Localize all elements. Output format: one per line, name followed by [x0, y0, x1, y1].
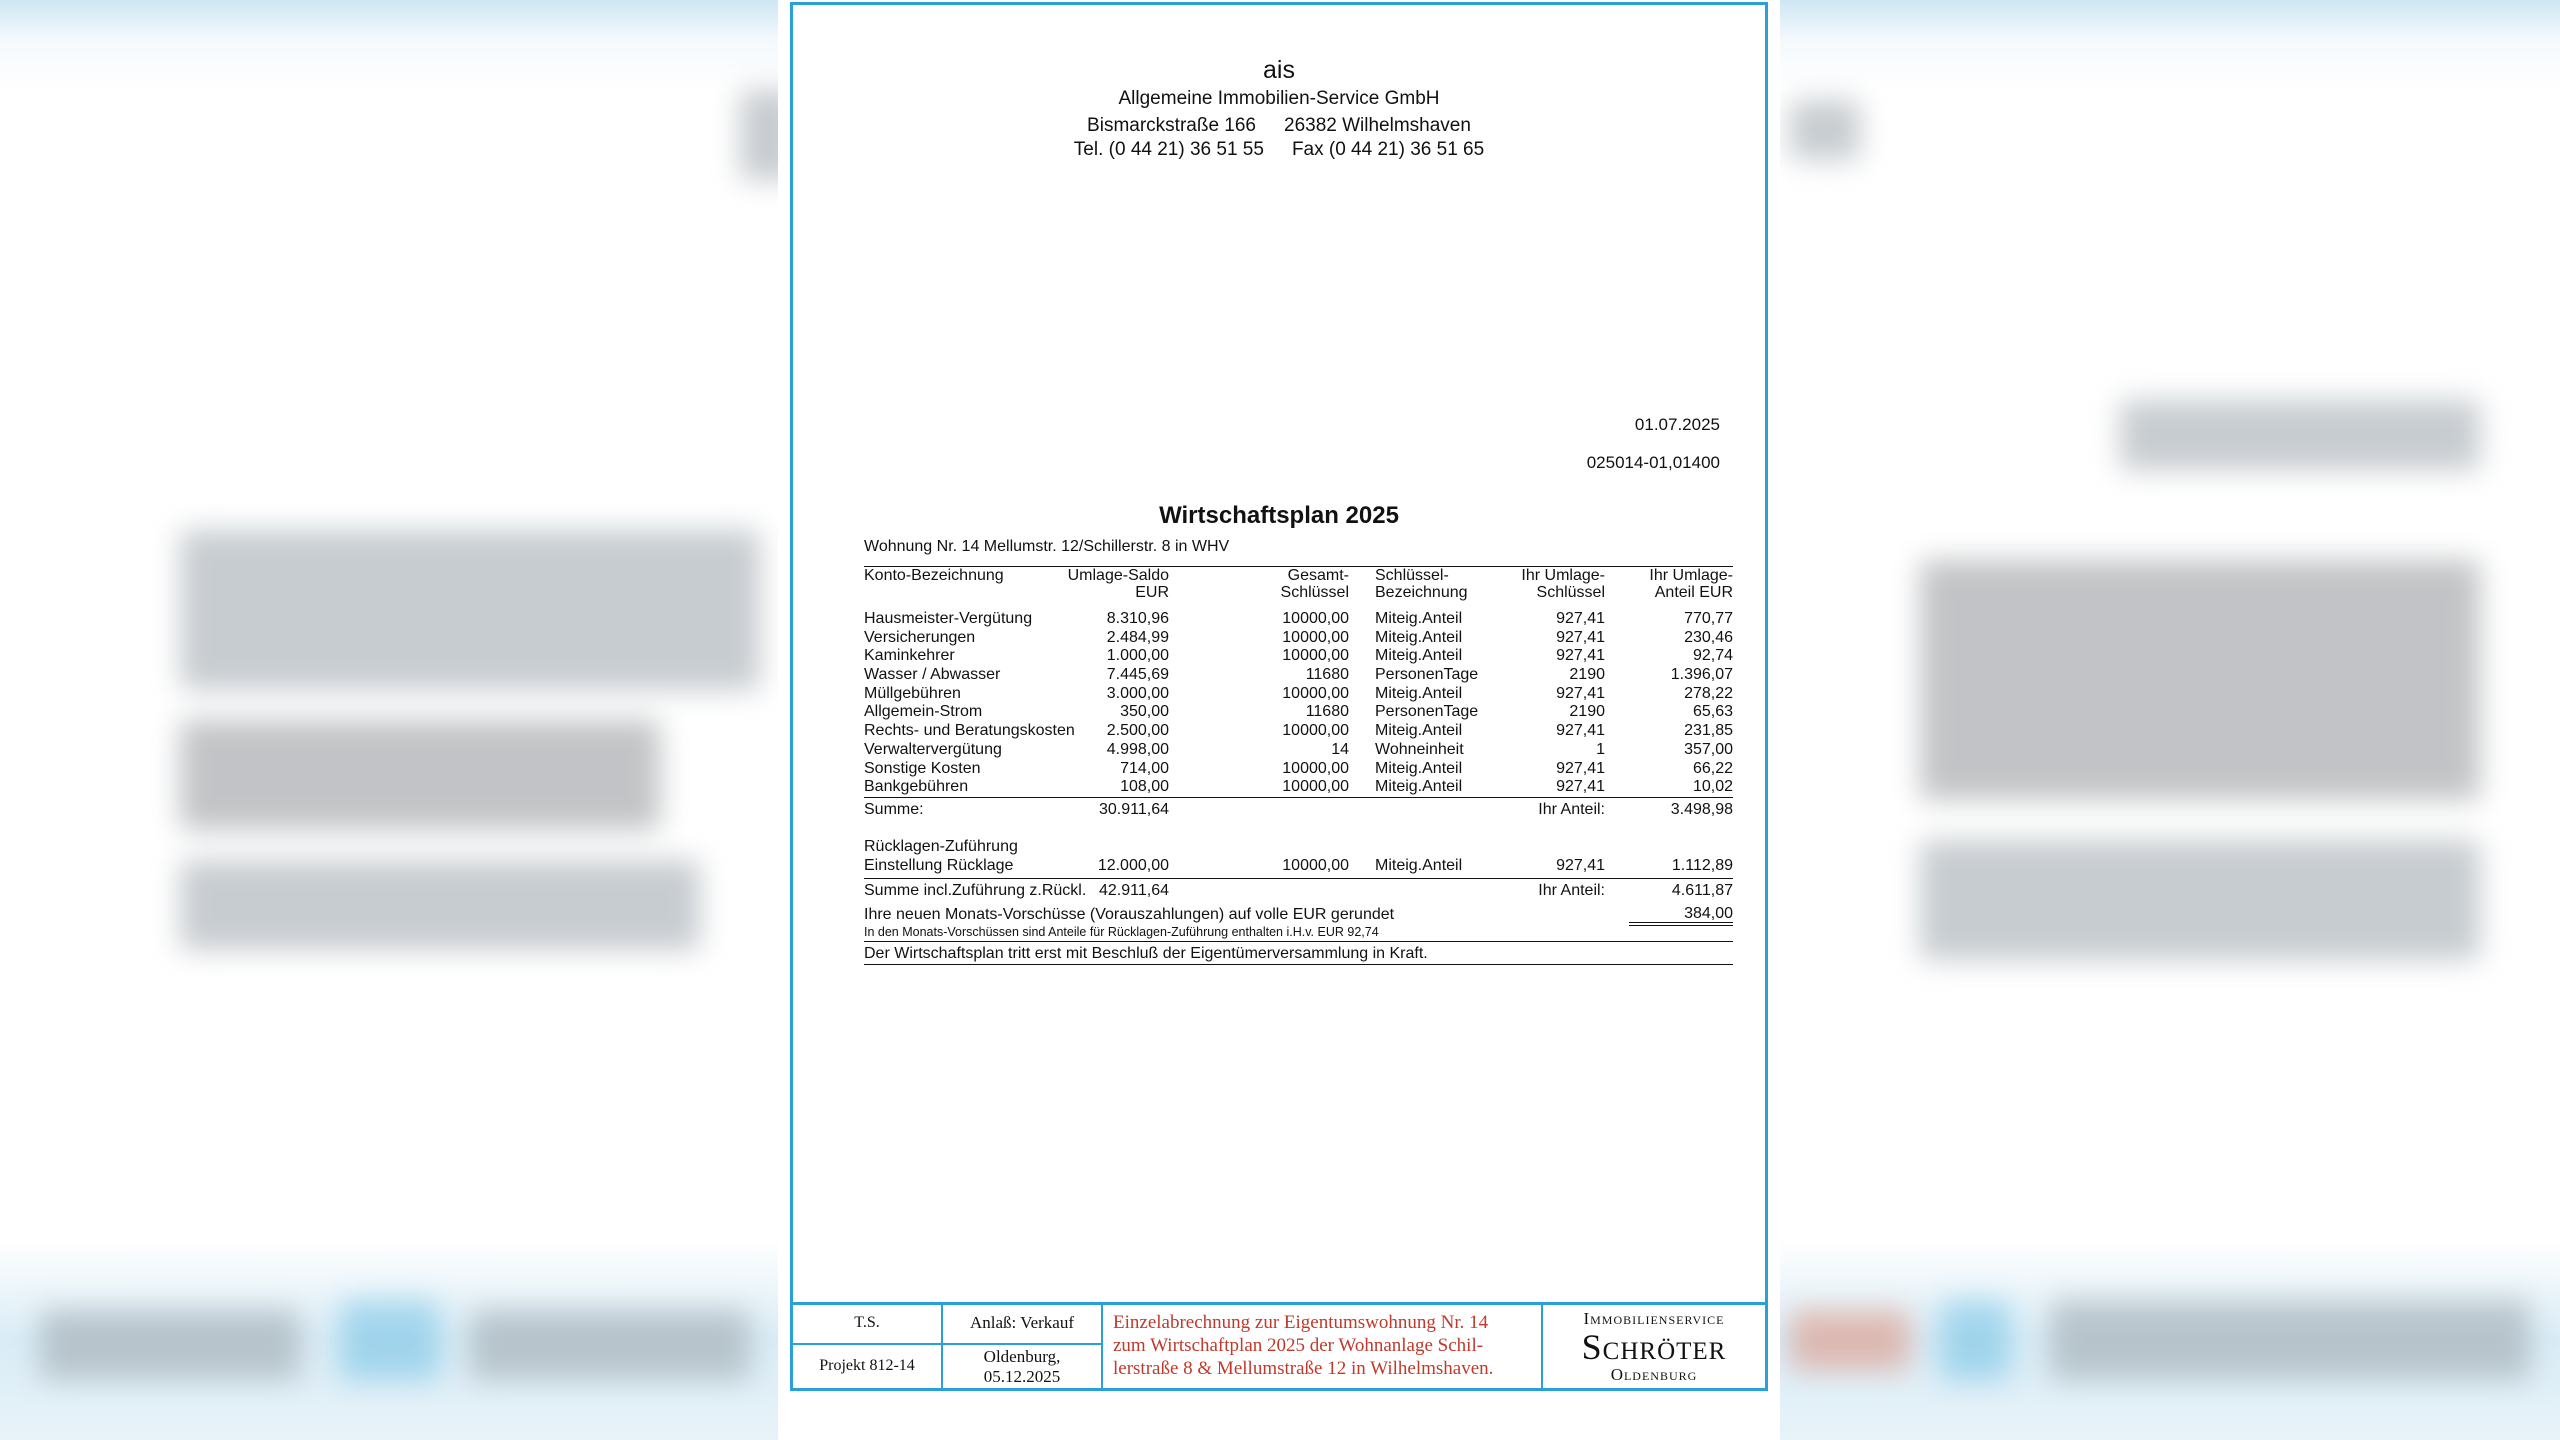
cell-konto: Versicherungen — [864, 628, 976, 646]
cell-konto: Verwaltervergütung — [864, 740, 1002, 758]
title-block-logo: Immobilienservice Schröter Oldenburg — [1581, 1309, 1727, 1384]
blur-shape — [180, 860, 700, 950]
cell-saldo: 8.310,96 — [1106, 610, 1169, 627]
header-konto: Konto-Bezeichnung — [864, 567, 1004, 584]
ruecklage-row: Einstellung Rücklage 12.000,00 10000,00 Miteig.Anteil 927,41 1.112,89 — [864, 856, 1733, 874]
cell-gesamt: 10000,00 — [1282, 759, 1349, 777]
letterhead — [793, 55, 1765, 161]
cell-saldo: 714,00 — [1120, 759, 1169, 777]
cell-gesamt: 10000,00 — [1282, 684, 1349, 702]
table-row — [864, 685, 1733, 704]
cell-konto: Hausmeister-Vergütung — [864, 610, 1033, 627]
cell-ihr_schl: 927,41 — [1556, 628, 1605, 646]
cell-saldo: 108,00 — [1120, 778, 1169, 796]
blur-shape — [1790, 1310, 1910, 1370]
title-block-anlass: Anlaß: Verkauf — [943, 1305, 1103, 1345]
table-row — [864, 741, 1733, 760]
blur-shape — [40, 1310, 300, 1380]
cell-anteil: 278,22 — [1684, 684, 1733, 702]
table-header — [864, 566, 1733, 610]
summe-saldo: 30.911,64 — [1099, 800, 1169, 818]
wirtschaftsplan-table — [864, 566, 1733, 965]
cell-saldo: 1.000,00 — [1106, 647, 1169, 665]
table-row — [864, 629, 1733, 648]
summe-incl-row: Summe incl.Zuführung z.Rückl. 42.911,64 Ihr Anteil: 4.611,87 — [864, 882, 1733, 900]
table-row — [864, 722, 1733, 741]
cell-gesamt: 10000,00 — [1282, 722, 1349, 740]
document-page — [778, 0, 1780, 1440]
document-title: Wirtschaftsplan 2025 — [1159, 502, 1399, 529]
blur-shape — [180, 720, 660, 830]
company-name: Allgemeine Immobilien-Service GmbH — [1118, 88, 1440, 109]
blur-shape — [1940, 1300, 2010, 1380]
cell-schl: Miteig.Anteil — [1375, 759, 1463, 777]
company-address — [793, 112, 1765, 139]
blur-shape — [470, 1310, 750, 1380]
header-gesamt: Gesamt- Schlüssel — [1280, 567, 1349, 601]
vorschuss-value: 384,00 — [1629, 906, 1733, 926]
cell-schl: Miteig.Anteil — [1375, 610, 1463, 627]
blur-shape — [2120, 400, 2480, 470]
cell-ihr_schl: 1 — [1596, 740, 1605, 758]
cell-schl: Miteig.Anteil — [1375, 722, 1463, 740]
ruecklagen-heading: Rücklagen-Zuführung — [864, 837, 1018, 855]
cell-konto: Bankgebühren — [864, 778, 969, 796]
vorschuss-row — [864, 906, 1733, 925]
cell-anteil: 66,22 — [1692, 759, 1733, 777]
blur-shape — [1920, 560, 2480, 800]
spacer — [864, 822, 1733, 838]
cell-schl: Wohneinheit — [1375, 740, 1464, 758]
table-row — [864, 703, 1733, 722]
cell-konto: Rechts- und Beratungskosten — [864, 722, 1075, 740]
header-saldo: Umlage-Saldo EUR — [1067, 567, 1169, 601]
company-logo: ais — [1263, 56, 1295, 84]
title-block-ort-datum: Oldenburg, 05.12.2025 — [943, 1345, 1103, 1388]
cell-gesamt: 10000,00 — [1282, 610, 1349, 627]
cell-saldo: 2.500,00 — [1106, 722, 1169, 740]
cell-gesamt: 11680 — [1305, 666, 1349, 684]
cell-gesamt: 11680 — [1305, 703, 1349, 721]
cell-schl: PersonenTage — [1375, 703, 1479, 721]
vorschuss-note: In den Monats-Vorschüssen sind Anteile für Rücklagen-Zuführung enthalten i.H.v. EUR 92,74 — [864, 924, 1379, 939]
table-row — [864, 778, 1733, 797]
cell-anteil: 230,46 — [1684, 628, 1733, 646]
table-row — [864, 666, 1733, 685]
title-block — [790, 1302, 1768, 1391]
summe-ihr-label: Ihr Anteil: — [1538, 800, 1605, 818]
vorschuss-label: Ihre neuen Monats-Vorschüsse (Vorauszahlungen) auf volle EUR gerundet — [864, 906, 1395, 924]
cell-saldo: 3.000,00 — [1106, 684, 1169, 702]
cell-ihr_schl: 927,41 — [1556, 647, 1605, 665]
title-block-projekt: Projekt 812-14 — [793, 1345, 943, 1388]
company-contact — [793, 139, 1765, 161]
cell-ihr_schl: 927,41 — [1556, 778, 1605, 796]
cell-anteil: 92,74 — [1692, 647, 1733, 665]
cell-anteil: 357,00 — [1684, 740, 1733, 758]
table-body — [864, 610, 1733, 797]
final-note: Der Wirtschaftsplan tritt erst mit Beschluß der Eigentümerversammlung in Kraft. — [864, 941, 1733, 965]
table-row — [864, 760, 1733, 779]
blur-shape — [1920, 840, 2480, 960]
blur-shape — [2050, 1300, 2530, 1380]
blur-shape — [340, 1300, 440, 1380]
summe-anteil: 3.498,98 — [1670, 800, 1733, 818]
company-street: Bismarckstraße 166 — [1087, 115, 1256, 136]
cell-ihr_schl: 927,41 — [1556, 684, 1605, 702]
cell-saldo: 4.998,00 — [1106, 740, 1169, 758]
blur-shape — [1790, 100, 1860, 160]
cell-schl: Miteig.Anteil — [1375, 684, 1463, 702]
document-frame — [790, 2, 1768, 1391]
cell-ihr_schl: 927,41 — [1556, 722, 1605, 740]
blur-shape — [180, 530, 760, 690]
company-fax: Fax (0 44 21) 36 51 65 — [1291, 139, 1485, 160]
title-block-description: Einzelabrechnung zur Eigentumswohnung Nr. 14 zum Wirtschaftplan 2025 der Wohnanlage Schil- lerstraße 8 & Mellumstraße 12 in Wilhelmshaven. — [1103, 1305, 1543, 1388]
cell-saldo: 350,00 — [1120, 703, 1169, 721]
cell-konto: Müllgebühren — [864, 684, 961, 702]
cell-saldo: 2.484,99 — [1106, 628, 1169, 646]
cell-anteil: 231,85 — [1684, 722, 1733, 740]
cell-schl: Miteig.Anteil — [1375, 628, 1463, 646]
company-city: 26382 Wilhelmshaven — [1284, 115, 1471, 136]
cell-ihr_schl: 927,41 — [1556, 759, 1605, 777]
cell-saldo: 7.445,69 — [1106, 666, 1169, 684]
summe-row — [864, 798, 1733, 822]
title-block-author: T.S. — [793, 1305, 943, 1345]
cell-schl: Miteig.Anteil — [1375, 778, 1463, 796]
cell-ihr_schl: 2190 — [1569, 703, 1605, 721]
cell-anteil: 10,02 — [1692, 778, 1733, 796]
cell-konto: Wasser / Abwasser — [864, 666, 1001, 684]
cell-konto: Kaminkehrer — [864, 647, 955, 665]
header-schluessel: Schlüssel- Bezeichnung — [1375, 567, 1468, 601]
document-subtitle: Wohnung Nr. 14 Mellumstr. 12/Schillerstr. 8 in WHV — [864, 538, 1230, 555]
cell-anteil: 1.396,07 — [1670, 666, 1733, 684]
cell-gesamt: 10000,00 — [1282, 647, 1349, 665]
cell-konto: Allgemein-Strom — [864, 703, 983, 721]
cell-gesamt: 10000,00 — [1282, 778, 1349, 796]
summe-label: Summe: — [864, 800, 924, 818]
table-row — [864, 610, 1733, 629]
cell-ihr_schl: 2190 — [1569, 666, 1605, 684]
header-ihr-schluessel: Ihr Umlage- Schlüssel — [1521, 567, 1605, 601]
document-date: 01.07.2025 — [1634, 415, 1720, 434]
cell-ihr_schl: 927,41 — [1556, 610, 1605, 627]
cell-schl: PersonenTage — [1375, 666, 1479, 684]
table-row — [864, 647, 1733, 666]
cell-gesamt: 14 — [1331, 740, 1349, 758]
header-ihr-anteil: Ihr Umlage- Anteil EUR — [1649, 567, 1733, 601]
document-reference: 025014-01,01400 — [1586, 453, 1720, 472]
cell-gesamt: 10000,00 — [1282, 628, 1349, 646]
cell-schl: Miteig.Anteil — [1375, 647, 1463, 665]
cell-anteil: 65,63 — [1692, 703, 1733, 721]
cell-anteil: 770,77 — [1684, 610, 1733, 627]
cell-konto: Sonstige Kosten — [864, 759, 981, 777]
company-tel: Tel. (0 44 21) 36 51 55 — [1073, 139, 1264, 160]
